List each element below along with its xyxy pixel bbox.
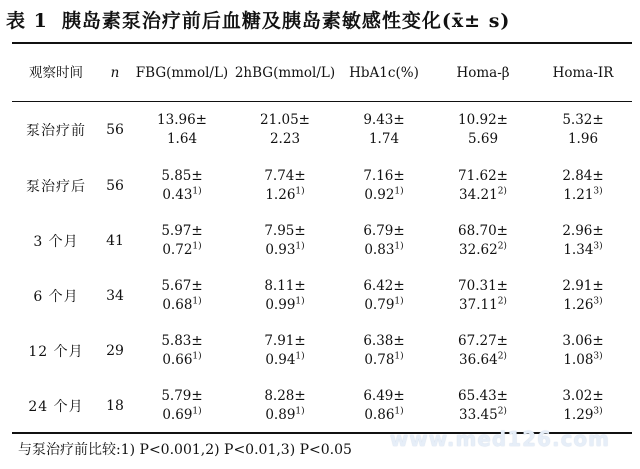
header-cell: 2hBG(mmol/L) bbox=[234, 64, 336, 81]
significance-marker: 1) bbox=[394, 406, 404, 416]
table-row bbox=[12, 268, 632, 323]
significance-marker: 1) bbox=[192, 406, 202, 416]
significance-marker: 1) bbox=[394, 351, 404, 361]
table-cell bbox=[130, 101, 234, 158]
table-cell bbox=[432, 213, 534, 268]
table-cell bbox=[130, 378, 234, 433]
cell-sd: 1.26 bbox=[265, 186, 296, 203]
significance-marker: 1) bbox=[295, 351, 305, 361]
significance-marker: 3) bbox=[593, 241, 603, 251]
cell-mean: 5.97± bbox=[161, 222, 203, 239]
table-cell bbox=[130, 268, 234, 323]
cell-sd: 0.79 bbox=[364, 296, 395, 313]
significance-marker: 1) bbox=[394, 296, 404, 306]
table-cell bbox=[234, 378, 336, 433]
header-cell: 观察时间 bbox=[29, 64, 83, 81]
cell-sd: 0.43 bbox=[162, 186, 193, 203]
cell-sd: 0.69 bbox=[162, 406, 193, 423]
table-row bbox=[12, 323, 632, 378]
cell-mean: 65.43± bbox=[458, 387, 508, 404]
cell-sd: 0.86 bbox=[364, 406, 395, 423]
row-label: 12 个月 bbox=[28, 343, 84, 360]
table-cell bbox=[234, 158, 336, 213]
significance-marker: 1) bbox=[192, 296, 202, 306]
table-row bbox=[12, 378, 632, 433]
significance-marker: 1) bbox=[394, 241, 404, 251]
sample-size: 29 bbox=[106, 342, 124, 359]
table-cell bbox=[130, 323, 234, 378]
cell-mean: 7.16± bbox=[363, 167, 405, 184]
table-cell bbox=[336, 268, 432, 323]
sample-size: 41 bbox=[106, 232, 124, 249]
cell-mean: 8.11± bbox=[264, 277, 306, 294]
significance-marker: 1) bbox=[295, 406, 305, 416]
cell-sd: 1.34 bbox=[563, 241, 594, 258]
cell-mean: 21.05± bbox=[260, 111, 310, 128]
cell-sd: 34.21 bbox=[459, 186, 498, 203]
table-row bbox=[12, 213, 632, 268]
cell-mean: 3.02± bbox=[562, 387, 604, 404]
table-cell bbox=[432, 101, 534, 158]
cell-mean: 5.67± bbox=[161, 277, 203, 294]
cell-sd: 0.72 bbox=[162, 241, 193, 258]
header-row bbox=[12, 44, 632, 101]
cell-mean: 71.62± bbox=[458, 167, 508, 184]
table-caption: 胰岛素泵治疗前后血糖及胰岛素敏感性变化(x̄± s) bbox=[61, 10, 511, 32]
cell-mean: 2.91± bbox=[562, 277, 604, 294]
cell-sd: 0.99 bbox=[265, 296, 296, 313]
cell-sd: 0.68 bbox=[162, 296, 193, 313]
cell-sd: 33.45 bbox=[459, 406, 498, 423]
cell-sd: 1.64 bbox=[166, 130, 198, 147]
cell-sd: 0.78 bbox=[364, 351, 395, 368]
significance-marker: 2) bbox=[497, 351, 507, 361]
cell-mean: 13.96± bbox=[157, 111, 207, 128]
cell-sd: 1.74 bbox=[368, 130, 400, 147]
significance-marker: 2) bbox=[497, 186, 507, 196]
table-cell bbox=[432, 378, 534, 433]
table-cell bbox=[432, 158, 534, 213]
cell-mean: 5.79± bbox=[161, 387, 203, 404]
table-cell bbox=[130, 158, 234, 213]
cell-mean: 10.92± bbox=[458, 111, 508, 128]
cell-sd: 1.08 bbox=[563, 351, 594, 368]
cell-sd: 0.89 bbox=[265, 406, 296, 423]
significance-marker: 3) bbox=[593, 406, 603, 416]
table-cell bbox=[336, 101, 432, 158]
table-cell bbox=[234, 268, 336, 323]
cell-sd: 37.11 bbox=[459, 296, 498, 313]
table-cell bbox=[234, 323, 336, 378]
cell-mean: 5.32± bbox=[562, 111, 604, 128]
sample-size: 18 bbox=[106, 397, 124, 414]
watermark: www.med126.com bbox=[389, 427, 610, 451]
table-cell bbox=[336, 323, 432, 378]
table-cell bbox=[534, 378, 632, 433]
cell-sd: 1.21 bbox=[563, 186, 594, 203]
cell-sd: 1.26 bbox=[563, 296, 594, 313]
table-cell bbox=[336, 213, 432, 268]
table-cell bbox=[130, 213, 234, 268]
cell-mean: 5.85± bbox=[161, 167, 203, 184]
table-cell bbox=[336, 158, 432, 213]
significance-marker: 1) bbox=[192, 241, 202, 251]
significance-marker: 1) bbox=[295, 186, 305, 196]
header-cell: Homa-β bbox=[456, 64, 510, 81]
table-cell bbox=[234, 101, 336, 158]
cell-mean: 68.70± bbox=[458, 222, 508, 239]
significance-marker: 1) bbox=[295, 241, 305, 251]
table-cell bbox=[534, 268, 632, 323]
significance-marker: 3) bbox=[593, 186, 603, 196]
significance-marker: 2) bbox=[497, 241, 507, 251]
table-cell bbox=[534, 101, 632, 158]
cell-sd: 32.62 bbox=[459, 241, 498, 258]
sample-size: 56 bbox=[106, 177, 124, 194]
cell-mean: 5.83± bbox=[161, 332, 203, 349]
cell-sd: 1.96 bbox=[567, 130, 599, 147]
cell-mean: 70.31± bbox=[458, 277, 508, 294]
header-cell: n bbox=[110, 64, 120, 81]
cell-mean: 2.84± bbox=[562, 167, 604, 184]
table-cell bbox=[336, 378, 432, 433]
significance-marker: 1) bbox=[192, 186, 202, 196]
header-cell: HbA1c(%) bbox=[349, 64, 419, 81]
table-cell bbox=[432, 268, 534, 323]
row-label: 3 个月 bbox=[33, 233, 79, 250]
significance-marker: 2) bbox=[497, 406, 507, 416]
footnote: 与泵治疗前比较:1) P<0.001,2) P<0.01,3) P<0.05 bbox=[18, 442, 352, 458]
cell-sd: 5.69 bbox=[467, 130, 499, 147]
cell-mean: 7.95± bbox=[264, 222, 306, 239]
cell-mean: 2.96± bbox=[562, 222, 604, 239]
cell-sd: 0.92 bbox=[364, 186, 395, 203]
significance-marker: 3) bbox=[593, 296, 603, 306]
significance-marker: 3) bbox=[593, 351, 603, 361]
sample-size: 34 bbox=[106, 287, 124, 304]
cell-sd: 2.23 bbox=[269, 130, 301, 147]
cell-sd: 0.93 bbox=[265, 241, 296, 258]
data-table bbox=[12, 44, 632, 433]
cell-mean: 6.42± bbox=[363, 277, 405, 294]
cell-mean: 6.79± bbox=[363, 222, 405, 239]
cell-mean: 8.28± bbox=[264, 387, 306, 404]
row-label: 泵治疗前 bbox=[26, 122, 86, 139]
cell-sd: 0.66 bbox=[162, 351, 193, 368]
significance-marker: 1) bbox=[295, 296, 305, 306]
cell-mean: 9.43± bbox=[363, 111, 405, 128]
cell-mean: 7.74± bbox=[264, 167, 306, 184]
significance-marker: 2) bbox=[497, 296, 507, 306]
cell-mean: 6.38± bbox=[363, 332, 405, 349]
cell-mean: 7.91± bbox=[264, 332, 306, 349]
table-cell bbox=[432, 323, 534, 378]
cell-mean: 3.06± bbox=[562, 332, 604, 349]
table-row bbox=[12, 101, 632, 158]
table-title bbox=[0, 6, 640, 33]
significance-marker: 1) bbox=[394, 186, 404, 196]
table-cell bbox=[534, 323, 632, 378]
header-cell: Homa-IR bbox=[552, 64, 614, 81]
cell-sd: 0.94 bbox=[265, 351, 296, 368]
row-label: 泵治疗后 bbox=[26, 178, 86, 195]
cell-sd: 0.83 bbox=[364, 241, 395, 258]
cell-sd: 1.29 bbox=[563, 406, 594, 423]
header-cell: FBG(mmol/L) bbox=[135, 64, 229, 81]
cell-sd: 36.64 bbox=[459, 351, 498, 368]
table-cell bbox=[534, 213, 632, 268]
table-cell bbox=[234, 213, 336, 268]
table-number: 表 1 bbox=[6, 10, 48, 32]
cell-mean: 67.27± bbox=[458, 332, 508, 349]
significance-marker: 1) bbox=[192, 351, 202, 361]
cell-mean: 6.49± bbox=[363, 387, 405, 404]
sample-size: 56 bbox=[106, 121, 124, 138]
row-label: 24 个月 bbox=[28, 398, 84, 415]
row-label: 6 个月 bbox=[33, 288, 79, 305]
table-cell bbox=[534, 158, 632, 213]
table-row bbox=[12, 158, 632, 213]
